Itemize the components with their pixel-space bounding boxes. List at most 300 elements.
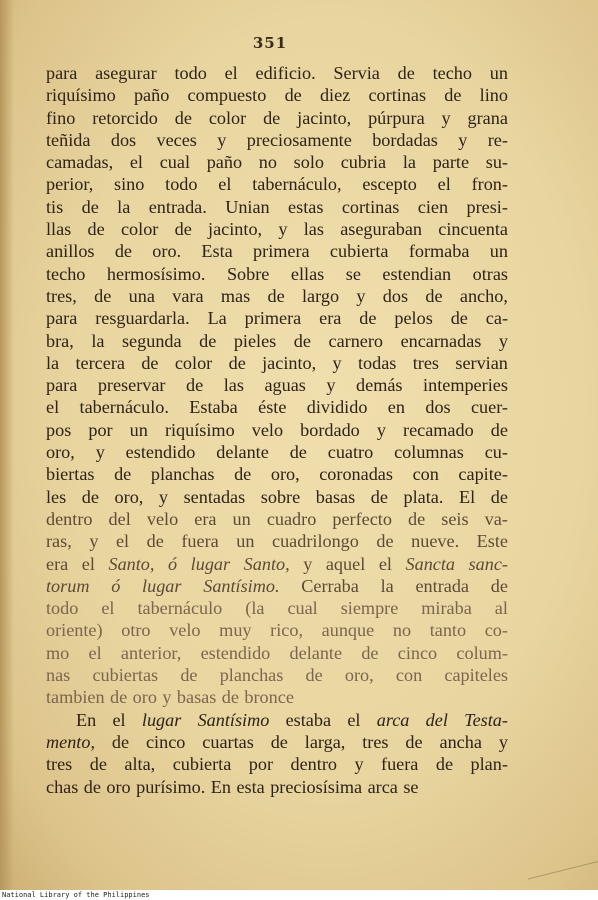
word: tanto xyxy=(429,620,467,641)
word: al xyxy=(494,598,508,619)
word: torum xyxy=(46,575,90,596)
text-line xyxy=(46,129,508,151)
word: arca xyxy=(367,776,398,797)
word: el xyxy=(129,152,143,173)
text-line xyxy=(46,151,508,173)
word: cubiertas xyxy=(92,665,159,686)
word: y xyxy=(441,107,451,128)
word: de xyxy=(114,241,132,262)
word: del xyxy=(108,508,131,529)
word: aunque xyxy=(321,620,375,641)
word: perfecto xyxy=(332,508,392,529)
word: Este xyxy=(476,531,508,552)
word: de xyxy=(89,754,107,775)
text-line xyxy=(46,709,508,731)
word: entrada. xyxy=(148,196,207,217)
word: cien xyxy=(417,196,449,217)
word: y xyxy=(278,219,288,240)
word: de xyxy=(146,531,164,552)
word: cortinas xyxy=(341,196,400,217)
word: de xyxy=(270,731,288,752)
word: púrpura xyxy=(368,107,425,128)
word: Santo, xyxy=(108,553,155,574)
word: cual xyxy=(287,598,318,619)
word: era xyxy=(319,308,342,329)
text-line xyxy=(46,441,508,463)
word: preciosamente xyxy=(246,129,352,150)
word: entrada xyxy=(415,575,469,596)
word: oro, xyxy=(114,486,144,507)
word: era xyxy=(46,553,69,574)
word: y xyxy=(89,531,99,552)
word: aquel xyxy=(325,553,366,574)
text-line xyxy=(46,285,508,307)
page-gutter-shadow xyxy=(0,0,14,890)
word: aguas xyxy=(264,375,306,396)
word: oro, xyxy=(270,464,300,485)
word: pos xyxy=(46,419,72,440)
word: velo xyxy=(169,620,201,641)
word: de xyxy=(81,196,99,217)
word: un xyxy=(236,531,255,552)
word: no xyxy=(258,152,277,173)
word: tres xyxy=(46,754,73,775)
word: re- xyxy=(487,129,508,150)
word: todo xyxy=(165,174,198,195)
word: color xyxy=(208,107,247,128)
word: ó xyxy=(168,553,178,574)
word: resguardarla. xyxy=(95,308,190,329)
word: va- xyxy=(484,508,508,529)
text-line xyxy=(46,352,508,374)
word: de xyxy=(450,308,468,329)
word: bronce xyxy=(244,687,294,708)
word: largo xyxy=(302,285,340,306)
word: mento, xyxy=(46,731,95,752)
text-line xyxy=(46,107,508,129)
word: larga, xyxy=(304,731,346,752)
word: ellas xyxy=(290,263,325,284)
word: Estaba xyxy=(189,397,238,418)
word: oro, xyxy=(344,665,374,686)
text-line xyxy=(46,597,508,619)
word: color xyxy=(120,219,159,240)
word: éste xyxy=(258,397,287,418)
word: y xyxy=(458,129,468,150)
word: sentadas xyxy=(183,486,246,507)
word: oro xyxy=(106,776,131,797)
word: oro. xyxy=(152,241,182,262)
word: todo xyxy=(46,598,79,619)
word: seis xyxy=(441,508,469,529)
word: fron- xyxy=(471,174,508,195)
word: La xyxy=(207,308,227,329)
word: se xyxy=(403,776,419,797)
word: el xyxy=(115,531,130,552)
word: dentro xyxy=(46,508,93,529)
word: En xyxy=(76,709,97,730)
word: cuadrilongo xyxy=(272,531,359,552)
word: y xyxy=(158,486,169,507)
word: velo xyxy=(146,508,179,529)
text-line xyxy=(46,753,508,775)
text-line xyxy=(46,508,508,530)
word: era xyxy=(194,508,217,529)
word: llas xyxy=(46,219,72,240)
word: presi- xyxy=(466,196,508,217)
word: (la xyxy=(245,598,265,619)
word: la xyxy=(380,575,394,596)
word: vara xyxy=(172,285,204,306)
word: pelos xyxy=(394,308,433,329)
text-line xyxy=(46,530,508,552)
word: una xyxy=(128,285,155,306)
word: carnero xyxy=(328,330,384,351)
word: basas xyxy=(315,486,356,507)
word: de xyxy=(94,285,112,306)
text-line xyxy=(46,396,508,418)
word: encarnadas xyxy=(400,330,482,351)
word: el xyxy=(224,63,238,83)
word: ancha xyxy=(439,731,482,752)
word: oriente) xyxy=(46,620,103,641)
word: de xyxy=(490,575,508,596)
word: y xyxy=(162,687,172,708)
footer-bar xyxy=(0,890,598,900)
text-line xyxy=(46,240,508,262)
text-line xyxy=(46,84,508,106)
word: de xyxy=(490,486,508,507)
word: mas xyxy=(220,285,251,306)
word: ó xyxy=(111,575,121,596)
word: cuadro xyxy=(266,508,317,529)
word: escepto xyxy=(362,174,417,195)
word: para xyxy=(46,63,78,83)
word: otras xyxy=(472,263,508,284)
word: Cerraba xyxy=(301,575,359,596)
word: y xyxy=(332,352,342,373)
word: las xyxy=(303,219,324,240)
word: parte xyxy=(432,152,470,173)
word: lugar xyxy=(141,709,182,730)
word: dos xyxy=(425,397,451,418)
word: de xyxy=(405,731,423,752)
word: cortinas xyxy=(368,85,427,106)
word: primera xyxy=(253,241,310,262)
word: anillos xyxy=(46,241,95,262)
word: por xyxy=(88,419,113,440)
word: de xyxy=(110,687,128,708)
word: la xyxy=(46,352,60,373)
text-line xyxy=(46,173,508,195)
word: columnas xyxy=(394,442,464,463)
word: las xyxy=(223,375,244,396)
word: la xyxy=(402,152,416,173)
word: de xyxy=(199,330,217,351)
word: tres xyxy=(412,352,440,373)
word: de xyxy=(397,63,415,83)
word: formaba xyxy=(408,241,470,262)
text-line xyxy=(46,62,508,84)
word: dos xyxy=(110,129,137,150)
word: recamado xyxy=(403,419,474,440)
word: Sancta xyxy=(405,553,456,574)
word: nas xyxy=(46,665,71,686)
word: de xyxy=(81,486,99,507)
word: riquísimo xyxy=(164,419,235,440)
word: oro, xyxy=(46,442,75,463)
word: Unian xyxy=(225,196,270,217)
word: tabernáculo xyxy=(137,598,223,619)
word: bordadas xyxy=(372,129,438,150)
word: tabernáculo. xyxy=(79,397,169,418)
page-number: 351 xyxy=(252,34,288,52)
word: esta xyxy=(236,776,265,797)
text-line xyxy=(46,575,508,597)
text-line xyxy=(46,307,508,329)
word: El xyxy=(459,486,476,507)
word: demás xyxy=(356,375,403,396)
word: estas xyxy=(288,196,324,217)
word: con xyxy=(412,464,439,485)
word: de xyxy=(444,85,462,106)
word: por xyxy=(248,754,274,775)
word: biertas xyxy=(46,464,95,485)
word: diez xyxy=(319,85,351,106)
word: ancho, xyxy=(459,285,508,306)
word: jacinto, xyxy=(262,352,317,373)
word: de xyxy=(267,285,285,306)
word: arca xyxy=(376,709,410,730)
word: riquísimo xyxy=(46,85,116,106)
word: del xyxy=(425,709,448,730)
word: alta, xyxy=(124,754,156,775)
word: les xyxy=(46,486,67,507)
word: cubierta xyxy=(172,754,232,775)
word: todo xyxy=(174,63,207,83)
word: preciosísima xyxy=(270,776,363,797)
word: Servia xyxy=(333,63,380,83)
word: coronadas xyxy=(319,464,393,485)
word: cuer- xyxy=(470,397,508,418)
word: un xyxy=(129,419,148,440)
word: planchas xyxy=(219,665,284,686)
text-line xyxy=(46,196,508,218)
word: de xyxy=(83,776,101,797)
word: solo xyxy=(293,152,324,173)
word: cuartas xyxy=(202,731,254,752)
word: de xyxy=(425,285,443,306)
word: el xyxy=(101,598,115,619)
page-corner-crease xyxy=(528,861,598,890)
word: camadas, xyxy=(46,152,114,173)
word: y xyxy=(95,442,105,463)
word: no xyxy=(392,620,412,641)
text-line xyxy=(46,731,508,753)
footer-credit: National Library of the Philippines xyxy=(2,891,150,899)
word: el xyxy=(46,397,60,418)
word: su- xyxy=(485,152,508,173)
word: todas xyxy=(357,352,397,373)
text-line xyxy=(46,330,508,352)
word: color xyxy=(174,352,213,373)
word: cincuenta xyxy=(438,219,508,240)
word: Santísimo. xyxy=(203,575,280,596)
word: de xyxy=(228,352,246,373)
word: jacinto, xyxy=(208,219,263,240)
word: delante xyxy=(216,442,269,463)
word: segunda xyxy=(121,330,182,351)
word: velo xyxy=(251,419,284,440)
word: bra, xyxy=(46,330,74,351)
word: paño xyxy=(133,85,170,106)
word: el xyxy=(378,553,392,574)
word: compuesto xyxy=(187,85,267,106)
word: y xyxy=(376,419,386,440)
word: Sobre xyxy=(226,263,270,284)
word: basas xyxy=(176,687,217,708)
text-line xyxy=(46,553,508,575)
text-line xyxy=(46,463,508,485)
word: cuatro xyxy=(327,442,374,463)
word: de xyxy=(174,219,192,240)
word: capiteles xyxy=(444,665,508,686)
word: cubierta xyxy=(329,241,389,262)
word: dividido xyxy=(306,397,368,418)
word: de xyxy=(293,330,311,351)
word: tres xyxy=(362,731,389,752)
word: y xyxy=(356,285,366,306)
word: otro xyxy=(121,620,151,641)
text-line xyxy=(46,664,508,686)
word: rico, xyxy=(270,620,303,641)
word: en xyxy=(387,397,405,418)
word: jacinto, xyxy=(297,107,352,128)
word: sanc- xyxy=(468,553,508,574)
word: co- xyxy=(484,620,508,641)
word: edificio. xyxy=(255,63,316,83)
word: cual xyxy=(159,152,190,173)
word: dos xyxy=(382,285,409,306)
word: de xyxy=(141,352,159,373)
word: un xyxy=(489,241,508,262)
word: nueve. xyxy=(411,531,460,552)
word: tres, xyxy=(46,285,77,306)
word: tambien xyxy=(46,687,105,708)
word: de xyxy=(114,464,132,485)
word: de xyxy=(370,486,388,507)
word: fino xyxy=(46,107,76,128)
body-text xyxy=(46,62,508,798)
word: planchas xyxy=(150,464,215,485)
word: capite- xyxy=(458,464,508,485)
text-line xyxy=(46,776,508,798)
word: ras, xyxy=(46,531,72,552)
word: techo xyxy=(46,263,86,284)
word: cu- xyxy=(484,442,508,463)
word: de xyxy=(305,665,323,686)
word: dentro xyxy=(290,754,337,775)
word: bordado xyxy=(300,419,360,440)
text-line xyxy=(46,218,508,240)
word: plata. xyxy=(403,486,444,507)
word: y xyxy=(326,375,336,396)
word: de xyxy=(376,531,394,552)
text-line xyxy=(46,619,508,641)
word: de xyxy=(87,219,105,240)
word: delante xyxy=(289,642,343,663)
word: aseguraban xyxy=(340,219,423,240)
word: de xyxy=(111,731,130,752)
word: estendido xyxy=(200,642,271,663)
word: estendido xyxy=(125,442,196,463)
word: muy xyxy=(219,620,252,641)
word: primera xyxy=(244,308,302,329)
word: de xyxy=(361,642,379,663)
word: veces xyxy=(156,129,197,150)
word: chas xyxy=(46,776,79,797)
word: de xyxy=(234,464,252,485)
word: lugar xyxy=(142,575,182,596)
word: Santísimo xyxy=(197,709,270,730)
word: Esta xyxy=(201,241,233,262)
word: cinco xyxy=(145,731,186,752)
word: intemperies xyxy=(423,375,508,396)
word: estendian xyxy=(382,263,452,284)
text-line xyxy=(46,486,508,508)
word: tercera xyxy=(75,352,125,373)
word: de xyxy=(359,308,377,329)
word: y xyxy=(354,754,364,775)
word: teñida xyxy=(46,129,91,150)
word: y xyxy=(303,553,313,574)
word: lugar xyxy=(190,553,231,574)
word: hermosísimo. xyxy=(106,263,206,284)
word: Testa- xyxy=(464,709,508,730)
word: colum- xyxy=(456,642,508,663)
word: tabernáculo, xyxy=(252,174,342,195)
word: de xyxy=(289,442,307,463)
word: y xyxy=(498,330,508,351)
word: retorcido xyxy=(92,107,158,128)
text-line xyxy=(46,686,508,708)
word: el xyxy=(347,709,361,730)
word: techo xyxy=(432,63,472,83)
word: grana xyxy=(467,107,508,128)
text-line xyxy=(46,419,508,441)
word: para xyxy=(46,308,78,329)
word: para xyxy=(46,375,78,396)
word: la xyxy=(117,196,131,217)
word: un xyxy=(232,508,251,529)
word: plan- xyxy=(470,754,508,775)
word: con xyxy=(395,665,423,686)
word: asegurar xyxy=(95,63,157,83)
word: fuera xyxy=(181,531,219,552)
word: el xyxy=(112,709,126,730)
word: estaba xyxy=(285,709,332,730)
word: de xyxy=(221,687,239,708)
word: sobre xyxy=(260,486,301,507)
word: En xyxy=(210,776,231,797)
word: de xyxy=(263,107,281,128)
word: siempre xyxy=(340,598,399,619)
word: fuera xyxy=(381,754,419,775)
text-line xyxy=(46,374,508,396)
word: oro xyxy=(132,687,157,708)
word: sino xyxy=(114,174,145,195)
word: de xyxy=(174,107,192,128)
